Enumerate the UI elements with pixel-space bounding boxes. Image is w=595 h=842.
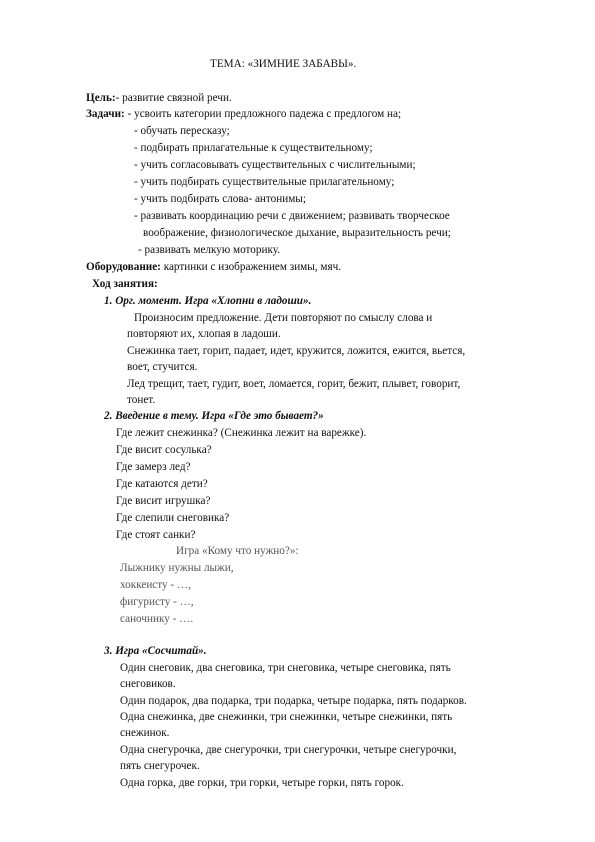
- task-item: - учить согласовывать существительных с числительными;: [134, 159, 416, 171]
- task-item: - учить подбирать существительные прилагательному;: [134, 176, 395, 188]
- section-2-question: Где висит игрушка?: [116, 495, 211, 507]
- section-1-line: тонет.: [127, 394, 156, 406]
- game-line: саночнику - ….: [120, 613, 194, 625]
- section-2-question: Где лежит снежинка? (Снежинка лежит на варежке).: [116, 427, 367, 439]
- progress-heading: Ход занятия:: [92, 278, 158, 290]
- game-line: фигуристу - …,: [120, 596, 194, 608]
- game-line: хоккеисту - …,: [120, 579, 191, 591]
- task-item: - развивать координацию речи с движением; развивать творческое: [134, 210, 450, 222]
- game-line: Лыжнику нужны лыжи,: [120, 562, 234, 574]
- page-title: ТЕМА: «ЗИМНИЕ ЗАБАВЫ».: [210, 58, 357, 70]
- section-2-question: Где катаются дети?: [116, 478, 208, 490]
- task-item-first: - усвоить категории предложного падежа с предлогом на;: [124, 108, 402, 120]
- tasks-line: [86, 106, 401, 123]
- tasks-label: Задачи:: [86, 108, 125, 120]
- task-item: - учить подбирать слова- антонимы;: [134, 193, 306, 205]
- section-3-line: снеговиков.: [120, 678, 176, 690]
- game-title: Игра «Кому что нужно?»:: [176, 545, 299, 557]
- task-item: - подбирать прилагательные к существительному;: [134, 142, 373, 154]
- equipment-text: картинки с изображением зимы, мяч.: [160, 261, 342, 273]
- task-item: воображение, физиологическое дыхание, выразительность речи;: [143, 227, 451, 239]
- section-3-heading: 3. Игра «Сосчитай».: [104, 645, 207, 657]
- goal-text: - развитие связной речи.: [115, 92, 232, 104]
- section-1-line: Снежинка тает, горит, падает, идет, кружится, ложится, ежится, вьется,: [127, 345, 466, 357]
- section-1-line: воет, стучится.: [127, 361, 198, 373]
- section-3-line: Одна снежинка, две снежинки, три снежинки, четыре снежинки, пять: [120, 711, 453, 723]
- goal-label: Цель:: [86, 92, 116, 104]
- equipment-label: Оборудование:: [86, 261, 161, 273]
- section-2-question: Где висит сосулька?: [116, 444, 212, 456]
- section-3-line: пять снегурочек.: [120, 760, 200, 772]
- goal-line: [86, 90, 232, 107]
- section-2-heading: 2. Введение в тему. Игра «Где это бывает?»: [104, 410, 324, 422]
- section-1-line: Лед трещит, тает, гудит, воет, ломается, горит, бежит, плывет, говорит,: [127, 378, 461, 390]
- task-item: - развивать мелкую моторику.: [138, 244, 281, 256]
- section-3-line: Одна горка, две горки, три горки, четыре горки, пять горок.: [120, 777, 404, 789]
- section-1-heading: 1. Орг. момент. Игра «Хлопни в ладоши».: [104, 295, 312, 307]
- section-3-line: Одна снегурочка, две снегурочки, три снегурочки, четыре снегурочки,: [120, 744, 457, 756]
- section-3-line: Один снеговик, два снеговика, три снеговика, четыре снеговика, пять: [120, 662, 451, 674]
- section-2-question: Где стоят санки?: [116, 529, 196, 541]
- section-1-line: повторяют их, хлопая в ладоши.: [127, 328, 281, 340]
- section-1-line: Произносим предложение. Дети повторяют по смыслу слова и: [134, 312, 433, 324]
- task-item: - обучать пересказу;: [134, 125, 230, 137]
- section-2-question: Где замерз лед?: [116, 461, 191, 473]
- section-2-question: Где слепили снеговика?: [116, 512, 230, 524]
- equipment-line: [86, 259, 341, 276]
- section-3-line: Один подарок, два подарка, три подарка, четыре подарка, пять подарков.: [120, 695, 467, 707]
- section-3-line: снежинок.: [120, 727, 170, 739]
